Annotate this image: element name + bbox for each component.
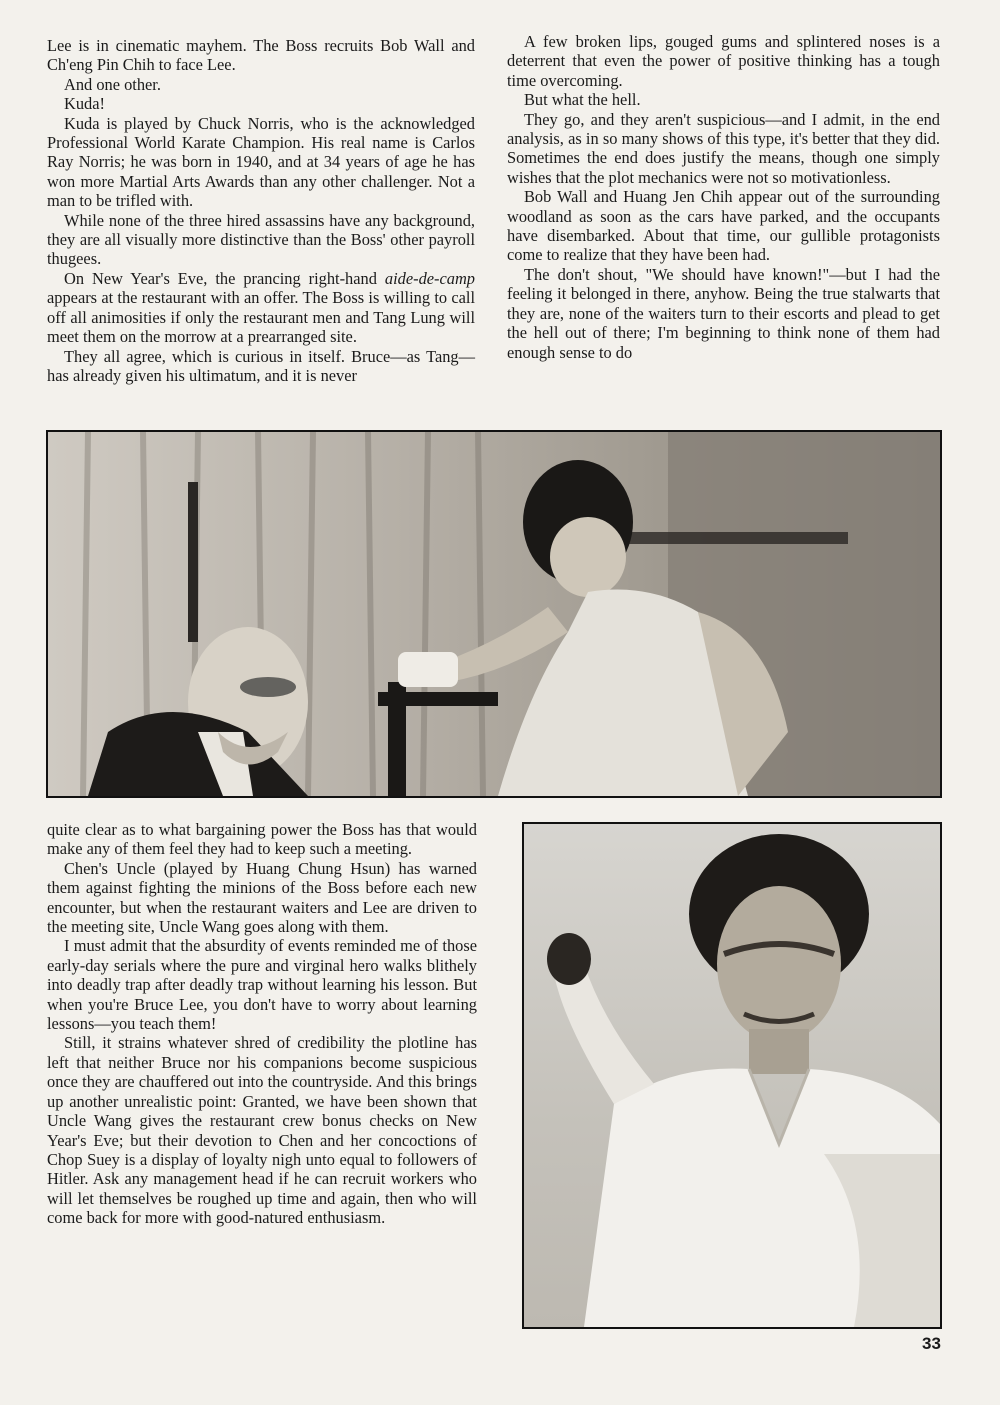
italic-term: aide-de-camp: [384, 268, 475, 288]
paragraph: Chen's Uncle (played by Huang Chung Hsun) has warned them against fighting the minions of the Boss before each new encounter, but when the restaurant waiters and Lee are driven to the meeting site, Uncle Wang goes along with them.: [47, 858, 477, 937]
paragraph: But what the hell.: [524, 90, 641, 110]
article-column-bottom-left: [47, 820, 477, 1228]
text-run: On New Year's Eve, the prancing right-hand: [64, 268, 385, 288]
page-number: 33: [922, 1334, 941, 1353]
paragraph: Kuda is played by Chuck Norris, who is the acknowledged Professional World Karate Champion. His real name is Carlos Ray Norris; he was born in 1940, and at 34 years of age he has won more Martial Arts Awards than any other challenger. Not a man to be trifled with.: [47, 113, 475, 211]
portrait-illustration: [524, 824, 940, 1327]
paragraph: Kuda!: [64, 94, 105, 114]
paragraph: They all agree, which is curious in itself. Bruce—as Tang—has already given his ultimatum, and it is never: [47, 346, 475, 385]
film-still-photo: [46, 430, 942, 798]
paragraph-aide-de-camp: [47, 269, 475, 347]
article-column-top-left: [47, 36, 475, 385]
paragraph: Still, it strains whatever shred of credibility the plotline has left that neither Bruce nor his companions become suspicious once they are chauffered out into the countryside. And this brings up another unrealistic point: Granted, we have been shown that Uncle Wang gives the restaurant crew bonus checks on New Year's Eve; but their devotion to Chen and her concoctions of Chop Suey is a display of loyalty nigh unto equal to followers of Hitler. Ask any management head if he can recruit workers who will let themselves be roughed up time and again, then who will come back for more with good-natured enthusiasm.: [47, 1033, 477, 1228]
paragraph: Bob Wall and Huang Jen Chih appear out of the surrounding woodland as soon as the cars have parked, and the occupants have disembarked. About that time, our gullible protagonists come to realize that they have been had.: [507, 187, 940, 265]
paragraph: Lee is in cinematic mayhem. The Boss recruits Bob Wall and Ch'eng Pin Chih to face Lee.: [47, 36, 475, 75]
article-column-top-right: [507, 32, 940, 362]
paragraph: quite clear as to what bargaining power the Boss has that would make any of them feel they had to keep such a meeting.: [47, 820, 477, 859]
text-run: appears at the restaurant with an offer. The Boss is willing to call off all animosities if only the restaurant men and Tang Lung will meet them on the morrow at a prearranged site.: [47, 288, 475, 347]
portrait-photo: [522, 822, 942, 1329]
paragraph: They go, and they aren't suspicious—and I admit, in the end analysis, as in so many shows of this type, it's better that they did. Sometimes the end does justify the means, though one simply wishes that the plot mechanics were not so motivationless.: [507, 109, 940, 187]
film-still-illustration: [48, 432, 940, 796]
paragraph: I must admit that the absurdity of events reminded me of those early-day serials where the pure and virginal hero walks blithely into deadly trap after deadly trap without learning his lesson. But when you're Bruce Lee, you don't have to worry about learning lessons—you teach them!: [47, 936, 477, 1034]
paragraph: The don't shout, "We should have known!"—but I had the feeling it belonged in there, anyhow. Being the true stalwarts that they are, none of the waiters turn to their escorts and plead to get the hell out of there; I'm beginning to think none of them had enough sense to do: [507, 264, 940, 362]
paragraph: A few broken lips, gouged gums and splintered noses is a deterrent that even the power of positive thinking has a tough time overcoming.: [507, 32, 940, 90]
paragraph: And one other.: [64, 74, 161, 94]
paragraph: While none of the three hired assassins have any background, they are all visually more distinctive than the Boss' other payroll thugees.: [47, 210, 475, 269]
